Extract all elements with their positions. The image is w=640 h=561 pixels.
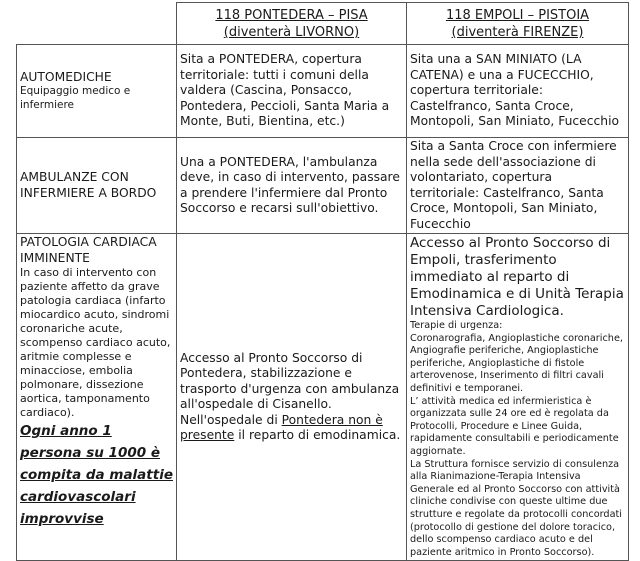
cell-empoli-automediche: Sita una a SAN MINIATO (LA CATENA) e una a FUCECCHIO, copertura territoriale: Castelfranco, Santa Croce, Montopoli, San Miniato, Fucecchio <box>407 45 629 138</box>
pisa-main-text: Accesso al Pronto Soccorso di Pontedera, stabilizzazione e trasporto d'urgenza con ambulanza all'ospedale di Cisanello. <box>180 350 400 412</box>
table-row-patologia <box>17 234 629 561</box>
header-pisa-title: 118 PONTEDERA – PISA <box>215 8 368 23</box>
row-description: In caso di intervento con paziente affetto da grave patologia cardiaca (infarto miocardico acuto, sindromi coronariche acute, scompenso cardiaco acuto, aritmie complesse e minacciose, embolia polmonare, dissezione aortica, tamponamento cardiaco). <box>20 266 171 419</box>
comparison-table <box>16 2 629 561</box>
empoli-main-text: Accesso al Pronto Soccorso di Empoli, trasferimento immediato al reparto di Emodinamica e di Unità Terapia Intensiva Cardiologica. <box>410 235 624 319</box>
row-label: PATOLOGIA CARDIACA IMMINENTE <box>20 235 157 265</box>
empoli-detail: La Struttura fornisce servizio di consulenza alla Rianimazione-Terapia Intensiva Generale ed al Pronto Soccorso con attività cliniche condivise con queste ultime due strutture e regolate da protocolli concordati (protocollo di gestione del dolore toracico, dello scompenso cardiaco acuto e del paziente aritmico in Pronto Soccorso). <box>410 458 623 558</box>
empty-corner-cell <box>17 3 177 45</box>
header-pisa-subtitle: (diventerà LIVORNO) <box>223 25 360 40</box>
header-pisa <box>177 3 407 45</box>
row-label-ambulanze: AMBULANZE CON INFERMIERE A BORDO <box>17 138 177 234</box>
pisa-note-underlined: Pontedera non è presente <box>180 412 383 443</box>
cell-empoli-patologia <box>407 234 629 561</box>
empoli-detail: Terapie di urgenza: <box>410 320 503 331</box>
row-label-automediche <box>17 45 177 138</box>
pisa-note-suffix: il reparto di emodinamica. <box>234 428 401 443</box>
cell-pisa-ambulanze: Una a PONTEDERA, l'ambulanza deve, in caso di intervento, passare a prendere l'infermiere dal Pronto Soccorso e recarsi sull'obiettivo. <box>177 138 407 234</box>
row-sublabel: Equipaggio medico e infermiere <box>20 85 131 111</box>
pisa-note-prefix: Nell'ospedale di <box>180 412 282 427</box>
header-empoli-subtitle: (diventerà FIRENZE) <box>451 25 584 40</box>
table-row-automediche <box>17 45 629 138</box>
cell-empoli-ambulanze: Sita a Santa Croce con infermiere nella sede dell'associazione di volontariato, copertura territoriale: Castelfranco, Santa Croce, Montopoli, San Miniato, Fucecchio <box>407 138 629 234</box>
header-empoli-title: 118 EMPOLI – PISTOIA <box>445 8 590 23</box>
empoli-detail: Coronarografia, Angioplastiche coronariche, Angiografie periferiche, Angioplastiche periferiche, Angioplastiche di fistole arterovenose, Inserimento di filtri cavali definitivi e temporanei. <box>410 332 623 394</box>
highlight-statistic: Ogni anno 1 persona su 1000 è compita da malattie cardiovascolari improvvise <box>20 423 173 527</box>
header-empoli <box>407 3 629 45</box>
table-row-ambulanze <box>17 138 629 234</box>
row-label-patologia <box>17 234 177 561</box>
cell-pisa-patologia <box>177 234 407 561</box>
header-row <box>17 3 629 45</box>
empoli-detail: L’ attività medica ed infermieristica è organizzata sulle 24 ore ed è regolata da Protocolli, Procedure e Linee Guida, rapidamente consultabili e periodicamente aggiornate. <box>410 395 619 457</box>
cell-pisa-automediche: Sita a PONTEDERA, copertura territoriale: tutti i comuni della valdera (Cascina, Ponsacco, Pontedera, Peccioli, Santa Maria a Monte, Buti, Bientina, etc.) <box>177 45 407 138</box>
row-label: AUTOMEDICHE <box>20 69 112 84</box>
